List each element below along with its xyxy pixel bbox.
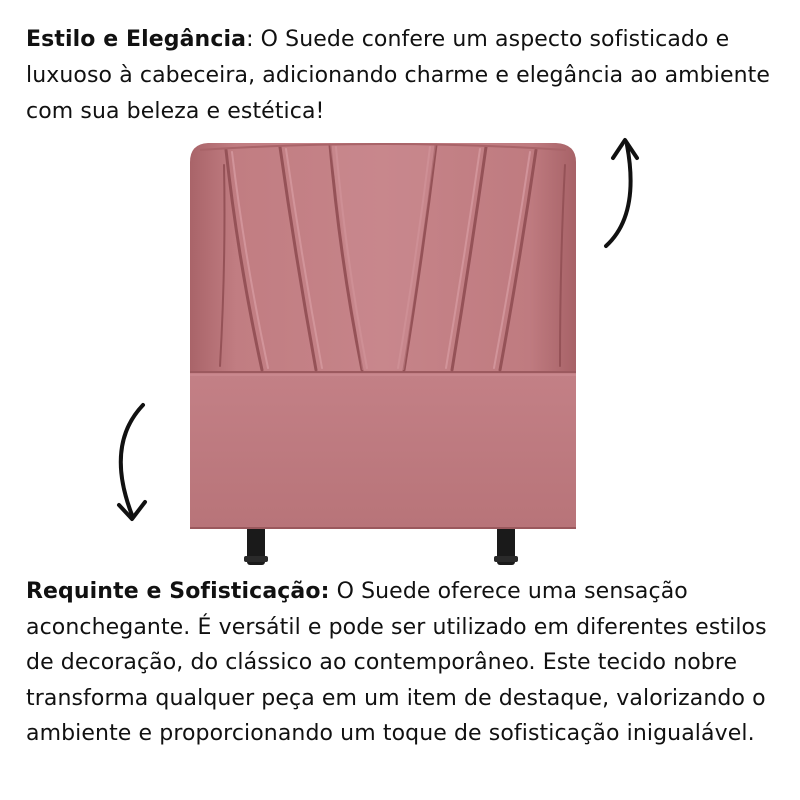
headboard <box>190 143 576 528</box>
section-body: O Suede confere um aspecto sofisticado e luxuoso à cabeceira, adicionando charme e elegância ao ambiente com sua beleza e estética! <box>26 27 770 124</box>
section-heading: Requinte e Sofisticação: <box>26 579 330 604</box>
headboard-legs <box>244 525 518 565</box>
section-body: O Suede oferece uma sensação aconchegante. É versátil e pode ser utilizado em diferentes estilos de decoração, do clássico ao contemporâneo. Este tecido nobre transforma qualquer peça em um item de destaque, valorizando o ambiente e proporcionando um toque de sofisticação inigualável. <box>26 579 767 746</box>
curved-arrow-up-icon <box>606 140 637 246</box>
heading-separator <box>329 579 336 604</box>
heading-separator: : <box>246 27 261 52</box>
section-heading: Estilo e Elegância <box>26 27 247 52</box>
headboard-lower-panel <box>190 372 576 528</box>
section-refinement-sophistication <box>26 574 776 752</box>
curved-arrow-down-icon <box>119 405 145 519</box>
